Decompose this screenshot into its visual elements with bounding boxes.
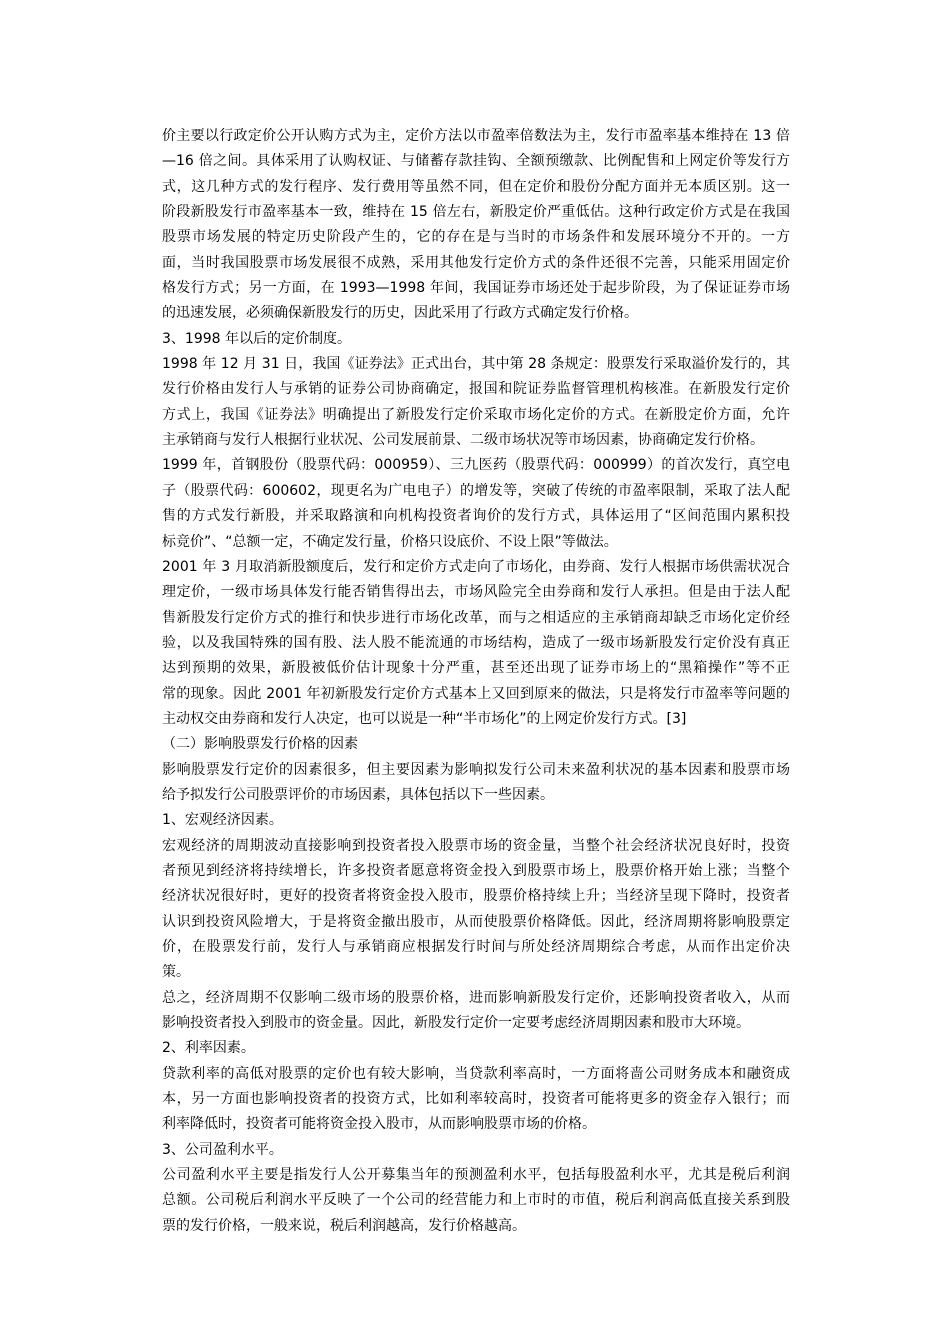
text-line: 主动权交由券商和发行人决定，也可以说是一种“半市场化”的上网定价发行方式。[3]	[162, 710, 687, 727]
text-line: 1999 年，首钢股份（股票代码：000959）、三九医药（股票代码：000999）的首次发行，真空电	[162, 457, 790, 474]
text-line: 理定价，一级市场具体发行能否销售得出去，市场风险完全由券商和发行人承担。但是由于法人配	[162, 584, 790, 601]
text-line: 影响投资者投入到股市的资金量。因此，新股发行定价一定要考虑经济周期因素和股市大环境。	[162, 1015, 750, 1032]
text-line: 式，这几种方式的发行程序、发行费用等虽然不同，但在定价和股份分配方面并无本质区别。这一	[162, 178, 790, 195]
text-line: 利率降低时，投资者可能将资金投入股市，从而影响股票市场的价格。	[162, 1116, 596, 1133]
text-line: 价主要以行政定价公开认购方式为主，定价方法以市盈率倍数法为主，发行市盈率基本维持在 13 倍	[162, 128, 790, 144]
text-line: 公司盈利水平主要是指发行人公开募集当年的预测盈利水平，包括每股盈利水平，尤其是税后利润	[162, 1167, 790, 1184]
text-line: 子（股票代码：600602，现更名为广电电子）的增发等，突破了传统的市盈率限制，采取了法人配	[162, 482, 790, 499]
text-line: 标竞价”、“总额一定，不确定发行量，价格只设底价、不设上限”等做法。	[162, 533, 618, 550]
text-line: 本，另一方面也影响投资者的投资方式，比如利率较高时，投资者可能将更多的资金存入银行；而	[162, 1091, 790, 1108]
section-heading: 1、宏观经济因素。	[162, 812, 283, 829]
text-line: 发行价格由发行人与承销的证券公司协商确定，报国和院证券监督管理机构核准。在新股发行定价	[162, 381, 790, 398]
text-line: 贷款利率的高低对股票的定价也有较大影响，当贷款利率高时，一方面将啬公司财务成本和融资成	[162, 1065, 790, 1082]
text-line: 验，以及我国特殊的国有股、法人股不能流通的市场结构，造成了一级市场新股发行定价没有真正	[162, 634, 790, 651]
section-heading: 3、公司盈利水平。	[162, 1141, 283, 1158]
document-body	[162, 124, 790, 1239]
text-line: —16 倍之间。具体采用了认购权证、与储蓄存款挂钩、全额预缴款、比例配售和上网定价等发行方	[162, 153, 790, 170]
text-line: 达到预期的效果，新股被低价估计现象十分严重，甚至还出现了证券市场上的“黑箱操作”等不正	[162, 660, 790, 677]
text-line: 总之，经济周期不仅影响二级市场的股票价格，进而影响新股发行定价，还影响投资者收入，从而	[162, 989, 790, 1006]
text-line: 股票市场发展的特定历史阶段产生的，它的存在是与当时的市场条件和发展环境分不开的。一方	[162, 229, 790, 246]
text-line: 的迅速发展，必须确保新股发行的历史，因此采用了行政方式确定发行价格。	[162, 305, 638, 322]
section-heading: （二）影响股票发行价格的因素	[162, 736, 358, 753]
text-line: 价，在股票发行前，发行人与承销商应根据发行时间与所处经济周期综合考虑，从而作出定价决	[162, 939, 790, 955]
text-line: 售新股发行定价方式的推行和快步进行市场化改革，而与之相适应的主承销商却缺乏市场化定价经	[162, 609, 790, 626]
section-heading: 2、利率因素。	[162, 1040, 255, 1057]
section-heading: 3、1998 年以后的定价制度。	[162, 330, 351, 347]
text-line: 策。	[162, 964, 190, 981]
text-line: 经济状况很好时，更好的投资者将资金投入股市，股票价格持续上升；当经济呈现下降时，投资者	[162, 888, 790, 905]
text-line: 给予拟发行公司股票评价的市场因素，具体包括以下一些因素。	[162, 786, 554, 803]
text-line: 者预见到经济将持续增长，许多投资者愿意将资金投入到股票市场上，股票价格开始上涨；当整个	[162, 862, 790, 879]
text-line: 售的方式发行新股，并采取路演和向机构投资者询价的发行方式，具体运用了“区间范围内累积投	[162, 508, 790, 525]
text-line: 1998 年 12 月 31 日，我国《证券法》正式出台，其中第 28 条规定：股票发行采取溢价发行的，其	[162, 356, 790, 373]
text-line: 2001 年 3 月取消新股额度后，发行和定价方式走向了市场化，由券商、发行人根据市场供需状况合	[162, 558, 790, 575]
text-line: 主承销商与发行人根据行业状况、公司发展前景、二级市场状况等市场因素，协商确定发行价格。	[162, 432, 764, 449]
text-line: 格发行方式；另一方面，在 1993—1998 年间，我国证券市场还处于起步阶段，为了保证证券市场	[162, 280, 790, 297]
text-line: 票的发行价格，一般来说，税后利润越高，发行价格越高。	[162, 1217, 526, 1234]
text-line: 影响股票发行定价的因素很多，但主要因素为影响拟发行公司未来盈利状况的基本因素和股票市场	[162, 761, 790, 778]
text-line: 方式上，我国《证券法》明确提出了新股发行定价采取市场化定价的方式。在新股定价方面，允许	[162, 406, 790, 423]
text-line: 常的现象。因此 2001 年初新股发行定价方式基本上又回到原来的做法，只是将发行市盈率等问题的	[162, 685, 790, 702]
text-line: 总额。公司税后利润水平反映了一个公司的经营能力和上市时的市值，税后利润高低直接关系到股	[162, 1192, 790, 1209]
text-line: 认识到投资风险增大，于是将资金撤出股市，从而使股票价格降低。因此，经济周期将影响股票定	[162, 913, 790, 930]
text-line: 阶段新股发行市盈率基本一致，维持在 15 倍左右，新股定价严重低估。这种行政定价方式是在我国	[162, 204, 790, 221]
text-line: 宏观经济的周期波动直接影响到投资者投入股票市场的资金量，当整个社会经济状况良好时，投资	[162, 837, 790, 854]
text-line: 面，当时我国股票市场发展很不成熟，采用其他发行定价方式的条件还很不完善，只能采用固定价	[162, 254, 790, 271]
